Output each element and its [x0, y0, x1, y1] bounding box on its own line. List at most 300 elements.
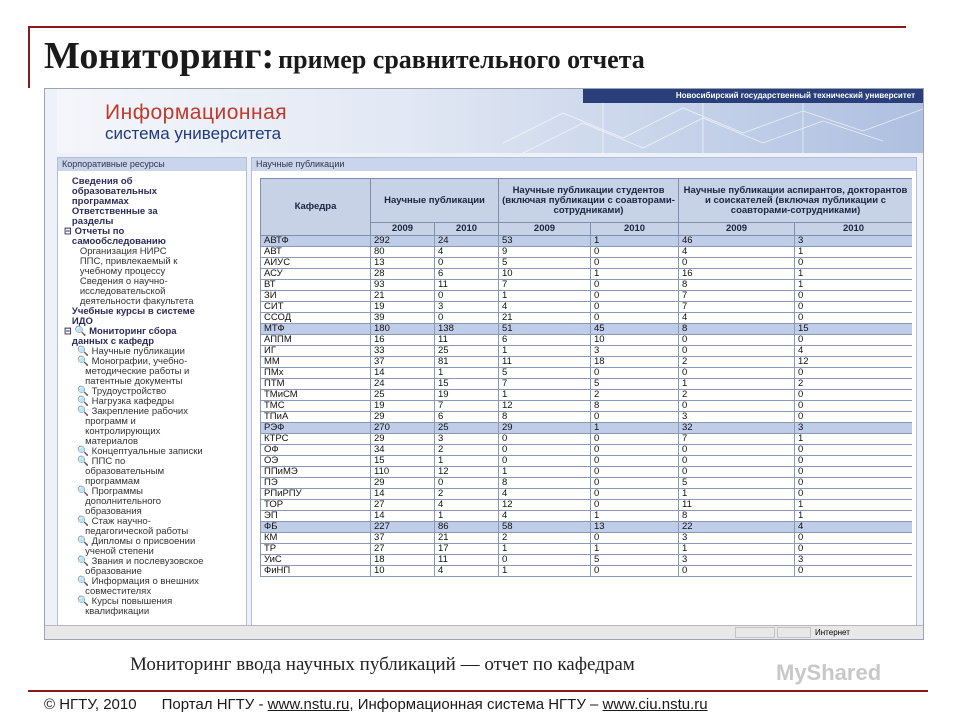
- value-cell: 292: [371, 236, 435, 247]
- group-header-3: Научные публикации аспирантов, докторантов и соискателей (включая публикации с соавторами-сотрудниками): [679, 179, 912, 223]
- value-cell: 9: [499, 247, 591, 258]
- value-cell: 0: [679, 335, 795, 346]
- nav-item[interactable]: 🔍 Нагрузка кафедры: [64, 396, 175, 407]
- nav-item[interactable]: учебному процессу: [64, 266, 166, 277]
- nav-item[interactable]: образовательным: [64, 466, 165, 477]
- value-cell: 0: [679, 401, 795, 412]
- value-cell: 19: [371, 401, 435, 412]
- value-cell: 58: [499, 522, 591, 533]
- table-row: [261, 544, 913, 555]
- nav-item[interactable]: ⊟ Отчеты по: [64, 226, 125, 237]
- table-row: [261, 280, 913, 291]
- value-cell: 0: [679, 456, 795, 467]
- nav-item[interactable]: программах: [64, 196, 129, 207]
- footer-copyright: © НГТУ, 2010: [44, 696, 137, 713]
- table-row: [261, 489, 913, 500]
- nav-item[interactable]: образование: [64, 566, 142, 577]
- table-row: [261, 335, 913, 346]
- value-cell: 11: [435, 280, 499, 291]
- value-cell: 4: [679, 313, 795, 324]
- value-cell: 7: [679, 434, 795, 445]
- value-cell: 21: [371, 291, 435, 302]
- table-row: [261, 390, 913, 401]
- left-panel-header: Корпоративные ресурсы: [58, 158, 246, 171]
- nav-item[interactable]: исследовательской: [64, 286, 166, 297]
- slide-caption: Мониторинг ввода научных публикаций — отчет по кафедрам: [130, 654, 635, 675]
- value-cell: 0: [679, 368, 795, 379]
- value-cell: 0: [795, 445, 912, 456]
- value-cell: 1: [435, 511, 499, 522]
- bottom-rule: [28, 690, 928, 692]
- top-rule: [28, 26, 906, 28]
- value-cell: 0: [591, 566, 679, 577]
- nav-item[interactable]: 🔍 Звания и послевузовское: [64, 556, 204, 567]
- nav-item[interactable]: программам: [64, 476, 140, 487]
- kafedra-cell: АСУ: [261, 269, 371, 280]
- nav-item[interactable]: 🔍 Закрепление рабочих: [64, 406, 188, 417]
- value-cell: 0: [591, 258, 679, 269]
- value-cell: 53: [499, 236, 591, 247]
- value-cell: 10: [499, 269, 591, 280]
- value-cell: 39: [371, 313, 435, 324]
- slide-title-main: Мониторинг:: [44, 35, 275, 77]
- value-cell: 0: [591, 533, 679, 544]
- year-header: 2009: [499, 223, 591, 236]
- value-cell: 8: [499, 412, 591, 423]
- nav-item[interactable]: ППС, привлекаемый к: [64, 256, 178, 267]
- kafedra-cell: ТОР: [261, 500, 371, 511]
- kafedra-cell: АВТ: [261, 247, 371, 258]
- value-cell: 0: [591, 291, 679, 302]
- year-header: 2009: [371, 223, 435, 236]
- footer-portal-label: Портал НГТУ -: [161, 696, 268, 713]
- value-cell: 24: [435, 236, 499, 247]
- kafedra-cell: ЭП: [261, 511, 371, 522]
- value-cell: 29: [371, 478, 435, 489]
- value-cell: 0: [795, 302, 912, 313]
- left-rule: [28, 26, 30, 88]
- value-cell: 15: [435, 379, 499, 390]
- value-cell: 16: [679, 269, 795, 280]
- nav-item[interactable]: образовательных: [64, 186, 158, 197]
- value-cell: 4: [795, 346, 912, 357]
- year-header: 2010: [795, 223, 912, 236]
- nav-tree: [58, 171, 246, 617]
- banner-subtitle: система университета: [105, 124, 282, 143]
- value-cell: 5: [499, 368, 591, 379]
- table-row: [261, 324, 913, 335]
- table-row: [261, 412, 913, 423]
- table-row: [261, 500, 913, 511]
- kafedra-cell: ПЭ: [261, 478, 371, 489]
- value-cell: 21: [435, 533, 499, 544]
- kafedra-cell: РЭФ: [261, 423, 371, 434]
- nav-item[interactable]: Учебные курсы в системе: [64, 306, 195, 317]
- value-cell: 46: [679, 236, 795, 247]
- table-row: [261, 522, 913, 533]
- value-cell: 0: [679, 467, 795, 478]
- kafedra-cell: ОФ: [261, 445, 371, 456]
- table-row: [261, 357, 913, 368]
- value-cell: 1: [499, 544, 591, 555]
- value-cell: 86: [435, 522, 499, 533]
- value-cell: 1: [795, 434, 912, 445]
- value-cell: 21: [499, 313, 591, 324]
- nav-item[interactable]: материалов: [64, 436, 139, 447]
- value-cell: 0: [795, 313, 912, 324]
- nav-item[interactable]: Организация НИРС: [64, 246, 167, 257]
- kafedra-cell: КТРС: [261, 434, 371, 445]
- nav-item[interactable]: контролирующих: [64, 426, 161, 437]
- value-cell: 0: [591, 280, 679, 291]
- value-cell: 11: [499, 357, 591, 368]
- value-cell: 8: [499, 478, 591, 489]
- table-row: [261, 423, 913, 434]
- nav-item[interactable]: квалификации: [64, 606, 150, 617]
- kafedra-cell: ВТ: [261, 280, 371, 291]
- value-cell: 0: [435, 313, 499, 324]
- group-header-2: Научные публикации студентов (включая публикации с соавторами-сотрудниками): [499, 179, 679, 223]
- value-cell: 4: [499, 489, 591, 500]
- value-cell: 0: [591, 302, 679, 313]
- value-cell: 0: [591, 434, 679, 445]
- value-cell: 1: [679, 379, 795, 390]
- value-cell: 0: [591, 247, 679, 258]
- value-cell: 0: [679, 258, 795, 269]
- value-cell: 3: [795, 555, 912, 566]
- value-cell: 4: [435, 566, 499, 577]
- value-cell: 37: [371, 533, 435, 544]
- value-cell: 0: [591, 478, 679, 489]
- table-row: [261, 258, 913, 269]
- value-cell: 3: [435, 434, 499, 445]
- kafedra-cell: ФиНП: [261, 566, 371, 577]
- value-cell: 0: [499, 456, 591, 467]
- nav-item[interactable]: 🔍 ППС по: [64, 456, 126, 467]
- nav-item[interactable]: педагогической работы: [64, 526, 189, 537]
- value-cell: 0: [499, 434, 591, 445]
- value-cell: 1: [591, 511, 679, 522]
- value-cell: 110: [371, 467, 435, 478]
- kafedra-cell: МТФ: [261, 324, 371, 335]
- portal-banner: [57, 89, 923, 153]
- nav-item[interactable]: 🔍 Монографии, учебно-: [64, 356, 188, 367]
- university-strip: Новосибирский государственный технический университет: [583, 89, 923, 103]
- report-panel-header: Научные публикации: [252, 158, 916, 171]
- value-cell: 8: [679, 511, 795, 522]
- kafedra-cell: ФБ: [261, 522, 371, 533]
- value-cell: 1: [679, 544, 795, 555]
- value-cell: 3: [591, 346, 679, 357]
- portal-link[interactable]: www.nstu.ru: [267, 696, 350, 713]
- nav-item[interactable]: Сведения о научно-: [64, 276, 168, 287]
- value-cell: 4: [499, 511, 591, 522]
- kafedra-cell: ТМС: [261, 401, 371, 412]
- value-cell: 0: [435, 258, 499, 269]
- is-link[interactable]: www.ciu.nstu.ru: [602, 696, 708, 713]
- table-row: [261, 368, 913, 379]
- value-cell: 0: [795, 335, 912, 346]
- value-cell: 0: [591, 313, 679, 324]
- value-cell: 37: [371, 357, 435, 368]
- value-cell: 4: [435, 247, 499, 258]
- value-cell: 2: [435, 445, 499, 456]
- value-cell: 0: [591, 467, 679, 478]
- nav-item[interactable]: дополнительного: [64, 496, 162, 507]
- nav-item[interactable]: Сведения об: [64, 176, 133, 187]
- value-cell: 1: [499, 390, 591, 401]
- value-cell: 0: [795, 291, 912, 302]
- value-cell: 0: [591, 500, 679, 511]
- value-cell: 22: [679, 522, 795, 533]
- nav-item[interactable]: образования: [64, 506, 142, 517]
- table-row: [261, 456, 913, 467]
- value-cell: 33: [371, 346, 435, 357]
- table-row: [261, 313, 913, 324]
- value-cell: 0: [679, 346, 795, 357]
- value-cell: 25: [435, 346, 499, 357]
- table-row: [261, 445, 913, 456]
- value-cell: 0: [679, 445, 795, 456]
- value-cell: 45: [591, 324, 679, 335]
- value-cell: 8: [591, 401, 679, 412]
- value-cell: 7: [679, 302, 795, 313]
- value-cell: 4: [499, 302, 591, 313]
- value-cell: 27: [371, 500, 435, 511]
- year-header: 2009: [679, 223, 795, 236]
- group-header-1: Научные публикации: [371, 179, 499, 223]
- kafedra-cell: ТПиА: [261, 412, 371, 423]
- watermark-logo: MyShared: [776, 660, 882, 685]
- value-cell: 6: [435, 269, 499, 280]
- nav-item[interactable]: 🔍 Программы: [64, 486, 143, 497]
- table-row: [261, 291, 913, 302]
- value-cell: 11: [435, 335, 499, 346]
- value-cell: 10: [591, 335, 679, 346]
- value-cell: 1: [591, 544, 679, 555]
- table-row: [261, 247, 913, 258]
- value-cell: 0: [795, 544, 912, 555]
- value-cell: 0: [795, 401, 912, 412]
- report-table-wrap[interactable]: [260, 178, 912, 627]
- nav-item[interactable]: программ и: [64, 416, 136, 427]
- value-cell: 7: [499, 379, 591, 390]
- value-cell: 3: [679, 412, 795, 423]
- value-cell: 5: [499, 258, 591, 269]
- table-row: [261, 346, 913, 357]
- value-cell: 0: [795, 390, 912, 401]
- value-cell: 3: [679, 533, 795, 544]
- value-cell: 1: [591, 269, 679, 280]
- slide-footer: [44, 696, 708, 713]
- value-cell: 0: [795, 533, 912, 544]
- value-cell: 17: [435, 544, 499, 555]
- kafedra-cell: КМ: [261, 533, 371, 544]
- value-cell: 8: [679, 324, 795, 335]
- value-cell: 32: [679, 423, 795, 434]
- value-cell: 6: [499, 335, 591, 346]
- kafedra-cell: ИГ: [261, 346, 371, 357]
- value-cell: 0: [795, 566, 912, 577]
- kafedra-cell: ППиМЭ: [261, 467, 371, 478]
- value-cell: 138: [435, 324, 499, 335]
- value-cell: 12: [795, 357, 912, 368]
- nav-item[interactable]: данных с кафедр: [64, 336, 155, 347]
- nav-item[interactable]: ученой степени: [64, 546, 154, 557]
- report-table-body: [261, 236, 913, 577]
- value-cell: 0: [591, 456, 679, 467]
- kafedra-cell: ПТМ: [261, 379, 371, 390]
- value-cell: 6: [435, 412, 499, 423]
- value-cell: 1: [795, 511, 912, 522]
- value-cell: 0: [795, 467, 912, 478]
- value-cell: 0: [499, 555, 591, 566]
- lock-icon: [777, 627, 811, 638]
- slide-title: [44, 34, 924, 84]
- value-cell: 0: [435, 291, 499, 302]
- value-cell: 1: [499, 566, 591, 577]
- value-cell: 12: [499, 401, 591, 412]
- value-cell: 18: [371, 555, 435, 566]
- value-cell: 1: [679, 489, 795, 500]
- banner-title: Информационная: [105, 101, 288, 124]
- value-cell: 25: [371, 390, 435, 401]
- table-row: [261, 533, 913, 544]
- kafedra-cell: ССОД: [261, 313, 371, 324]
- value-cell: 34: [371, 445, 435, 456]
- value-cell: 10: [371, 566, 435, 577]
- value-cell: 2: [435, 489, 499, 500]
- value-cell: 0: [795, 258, 912, 269]
- value-cell: 1: [435, 368, 499, 379]
- value-cell: 0: [591, 368, 679, 379]
- value-cell: 2: [499, 533, 591, 544]
- nav-item[interactable]: 🔍 Научные публикации: [64, 346, 185, 357]
- value-cell: 1: [795, 500, 912, 511]
- value-cell: 1: [795, 269, 912, 280]
- value-cell: 1: [435, 456, 499, 467]
- kafedra-cell: АППМ: [261, 335, 371, 346]
- table-row: [261, 379, 913, 390]
- kafedra-cell: РПиРПУ: [261, 489, 371, 500]
- value-cell: 12: [499, 500, 591, 511]
- value-cell: 5: [679, 478, 795, 489]
- value-cell: 0: [679, 566, 795, 577]
- value-cell: 18: [591, 357, 679, 368]
- nav-item[interactable]: 🔍 Стаж научно-: [64, 516, 151, 527]
- value-cell: 81: [435, 357, 499, 368]
- kafedra-cell: АВТФ: [261, 236, 371, 247]
- value-cell: 5: [591, 555, 679, 566]
- kafedra-cell: АИУС: [261, 258, 371, 269]
- value-cell: 28: [371, 269, 435, 280]
- value-cell: 0: [795, 478, 912, 489]
- value-cell: 14: [371, 368, 435, 379]
- kafedra-cell: ЗИ: [261, 291, 371, 302]
- value-cell: 180: [371, 324, 435, 335]
- status-bar: [45, 625, 924, 639]
- kafedra-cell: ТМиСМ: [261, 390, 371, 401]
- left-nav-panel: [57, 157, 247, 627]
- nav-item[interactable]: патентные документы: [64, 376, 183, 387]
- value-cell: 1: [795, 280, 912, 291]
- value-cell: 7: [679, 291, 795, 302]
- value-cell: 2: [591, 390, 679, 401]
- value-cell: 270: [371, 423, 435, 434]
- value-cell: 93: [371, 280, 435, 291]
- nav-item[interactable]: 🔍 Концептуальные записки: [64, 446, 203, 457]
- kafedra-cell: СИТ: [261, 302, 371, 313]
- nav-item[interactable]: деятельности факультета: [64, 296, 194, 307]
- nav-item[interactable]: 🔍 Информация о внешних: [64, 576, 199, 587]
- nav-item[interactable]: 🔍 Дипломы о присвоении: [64, 536, 196, 547]
- table-row: [261, 566, 913, 577]
- slide-title-sub: пример сравнительного отчета: [278, 45, 645, 74]
- table-row: [261, 511, 913, 522]
- table-row: [261, 478, 913, 489]
- value-cell: 0: [591, 412, 679, 423]
- value-cell: 7: [435, 401, 499, 412]
- value-cell: 29: [371, 434, 435, 445]
- status-cell: [735, 627, 775, 638]
- col-kafedra-header: Кафедра: [261, 179, 371, 236]
- value-cell: 12: [435, 467, 499, 478]
- nav-item[interactable]: самообследованию: [64, 236, 166, 247]
- nav-item[interactable]: методические работы и: [64, 366, 190, 377]
- value-cell: 51: [499, 324, 591, 335]
- value-cell: 14: [371, 511, 435, 522]
- table-row: [261, 401, 913, 412]
- value-cell: 3: [679, 555, 795, 566]
- nav-item[interactable]: Ответственные за: [64, 206, 158, 217]
- value-cell: 3: [435, 302, 499, 313]
- value-cell: 0: [591, 489, 679, 500]
- value-cell: 0: [795, 368, 912, 379]
- kafedra-cell: ОЭ: [261, 456, 371, 467]
- nav-item[interactable]: 🔍 Курсы повышения: [64, 596, 173, 607]
- value-cell: 3: [795, 423, 912, 434]
- value-cell: 3: [795, 236, 912, 247]
- value-cell: 13: [371, 258, 435, 269]
- nav-item[interactable]: 🔍 Трудоустройство: [64, 386, 167, 397]
- value-cell: 0: [795, 456, 912, 467]
- nav-item[interactable]: ИДО: [64, 316, 93, 327]
- value-cell: 25: [435, 423, 499, 434]
- value-cell: 1: [591, 423, 679, 434]
- value-cell: 19: [435, 390, 499, 401]
- banner-decoration-icon: [503, 103, 923, 153]
- table-row: [261, 236, 913, 247]
- nav-item[interactable]: ⊟ 🔍 Мониторинг сбора: [64, 326, 177, 337]
- footer-is-label: , Информационная система НГТУ –: [349, 696, 603, 713]
- value-cell: 0: [591, 445, 679, 456]
- value-cell: 4: [435, 500, 499, 511]
- value-cell: 80: [371, 247, 435, 258]
- nav-item[interactable]: совместителях: [64, 586, 152, 597]
- value-cell: 2: [795, 379, 912, 390]
- value-cell: 14: [371, 489, 435, 500]
- value-cell: 0: [795, 489, 912, 500]
- value-cell: 29: [371, 412, 435, 423]
- value-cell: 7: [499, 280, 591, 291]
- value-cell: 15: [795, 324, 912, 335]
- value-cell: 16: [371, 335, 435, 346]
- value-cell: 0: [435, 478, 499, 489]
- nav-item[interactable]: разделы: [64, 216, 114, 227]
- value-cell: 227: [371, 522, 435, 533]
- value-cell: 11: [435, 555, 499, 566]
- value-cell: 1: [795, 247, 912, 258]
